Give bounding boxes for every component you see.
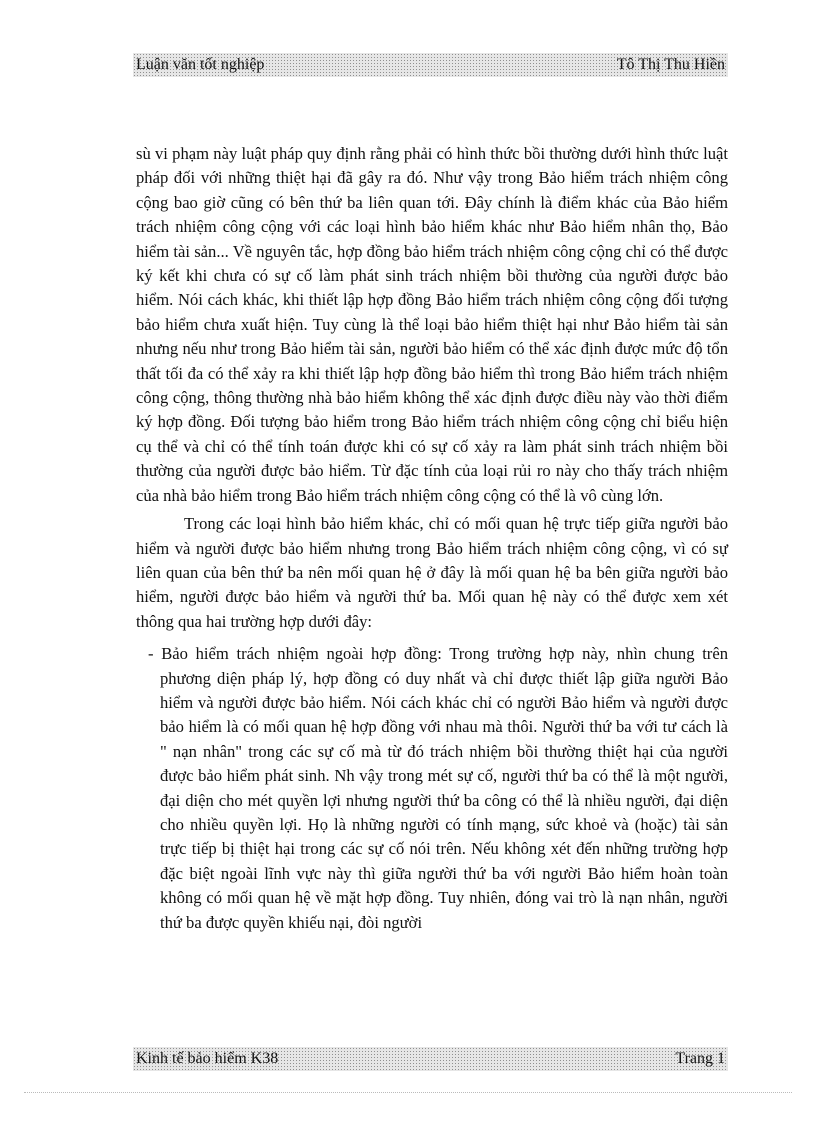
page-footer: [133, 1047, 728, 1071]
page-divider: [24, 1092, 792, 1093]
page-header: [133, 53, 728, 77]
paragraph-3: - Bảo hiểm trách nhiệm ngoài hợp đồng: Trong trường hợp này, nhìn chung trên phương diện pháp lý, hợp đồng có duy nhất và chỉ được thiết lập giữa người Bảo hiểm và người được bảo hiểm. Nói cách khác chỉ có người Bảo hiểm và người được bảo hiểm là có mối quan hệ hợp đồng với nhau mà thôi. Người thứ ba với tư cách là " nạn nhân" trong các sự cố mà từ đó trách nhiệm bồi thường thiệt hại của người được bảo hiểm phát sinh. Nh vậy trong mét sự cố, người thứ ba có thể là một người, đại diện cho mét quyền lợi nhưng người thứ ba công có thể là nhiều người, đại diện cho nhiều quyền lợi. Họ là những người có tính mạng, sức khoẻ và (hoặc) tài sản trực tiếp bị thiệt hại trong các sự cố nói trên. Nếu không xét đến những trường hợp đặc biệt ngoài lĩnh vực này thì giữa người thứ ba với người Bảo hiểm hoàn toàn không có mối quan hệ về mặt hợp đồng. Tuy nhiên, đóng vai trò là nạn nhân, người thứ ba được quyền khiếu nại, đòi người: [148, 644, 728, 932]
paragraph-2: Trong các loại hình bảo hiểm khác, chỉ có mối quan hệ trực tiếp giữa người bảo hiểm và người được bảo hiểm nhưng trong Bảo hiểm trách nhiệm công cộng, vì có sự liên quan của bên thứ ba nên mối quan hệ ở đây là mối quan hệ ba bên giữa người bảo hiểm, người được bảo hiểm và người thứ ba. Mối quan hệ này có thể được xem xét thông qua hai trường hợp dưới đây:: [136, 514, 728, 631]
footer-course: Kinh tế bảo hiểm K38: [136, 1050, 279, 1067]
header-title: Luận văn tốt nghiệp: [136, 56, 265, 73]
paragraph-1: sù vi phạm này luật pháp quy định rằng phải có hình thức bồi thường dưới hình thức luật pháp đối với những thiệt hại đã gây ra đó. Như vậy trong Bảo hiểm trách nhiệm công cộng bao giờ cũng có bên thứ ba liên quan tới. Đây chính là điểm khác của Bảo hiểm trách nhiệm công cộng với các loại hình bảo hiểm khác như Bảo hiểm nhân thọ, Bảo hiểm tài sản... Về nguyên tắc, hợp đồng bảo hiểm trách nhiệm công cộng chỉ có thể được ký kết khi chưa có sự cố làm phát sinh trách nhiệm bồi thường của người được bảo hiểm. Nói cách khác, khi thiết lập hợp đồng Bảo hiểm trách nhiệm công cộng đối tượng bảo hiểm chưa xuất hiện. Tuy cùng là thể loại bảo hiểm thiệt hại như Bảo hiểm tài sản nhưng nếu như trong Bảo hiểm tài sản, người bảo hiểm có thể xác định được mức độ tổn thất tối đa có thể xảy ra khi thiết lập hợp đồng bảo hiểm thì trong Bảo hiểm trách nhiệm công cộng, thông thường nhà bảo hiểm không thể xác định được điều này vào thời điểm ký hợp đồng. Đối tượng bảo hiểm trong Bảo hiểm trách nhiệm công cộng chỉ biểu hiện cụ thể và chỉ có thể tính toán được khi có sự cố xảy ra làm phát sinh trách nhiệm bồi thường của người được bảo hiểm. Từ đặc tính của loại rủi ro này cho thấy trách nhiệm của nhà bảo hiểm trong Bảo hiểm trách nhiệm công cộng có thể là vô cùng lớn.: [136, 144, 728, 505]
footer-page-number: Trang 1: [675, 1050, 725, 1067]
document-body: [136, 142, 728, 935]
header-author: Tô Thị Thu Hiền: [616, 56, 725, 73]
